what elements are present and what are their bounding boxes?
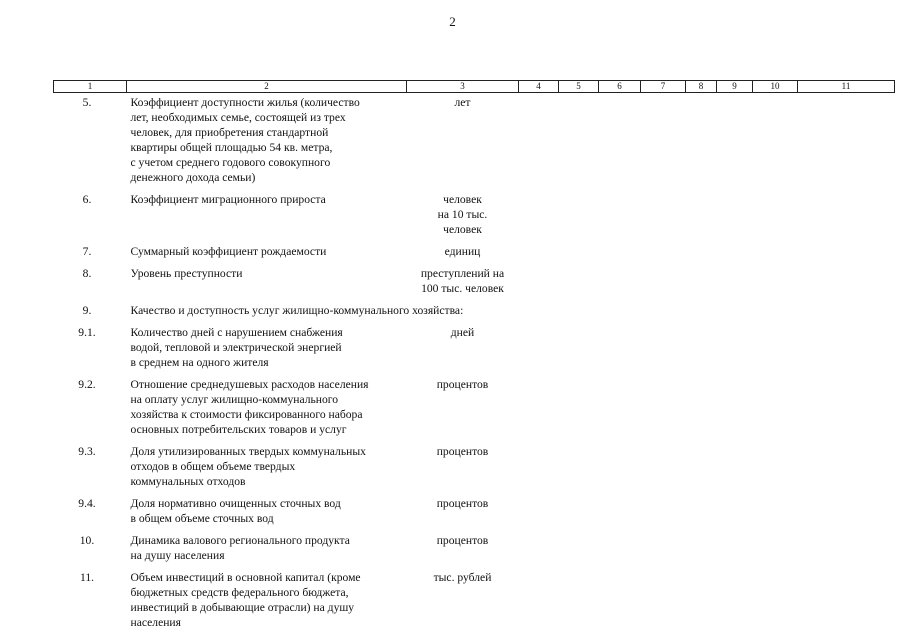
indicator-unit: процентов xyxy=(436,378,489,391)
indicator-name: Уровень преступности xyxy=(130,267,243,280)
indicator-unit: единиц xyxy=(444,245,481,258)
table-row xyxy=(54,93,895,193)
indicator-name: Отношение среднедушевых расходов населения на оплату услуг жилищно-коммунального хозяйства к стоимости фиксированного набора основных потребительских товаров и услуг xyxy=(130,378,369,436)
table-row xyxy=(54,192,895,244)
row-number: 9.2. xyxy=(78,378,96,391)
indicator-name: Объем инвестиций в основной капитал (кроме бюджетных средств федерального бюджета, инвестиций в добывающие отрасли) на душу населения xyxy=(130,571,361,629)
indicator-unit: лет xyxy=(454,96,471,109)
column-number: 5 xyxy=(559,81,599,93)
row-number: 6. xyxy=(82,193,92,206)
column-number: 1 xyxy=(54,81,127,93)
indicator-name: Коэффициент миграционного прироста xyxy=(130,193,326,206)
column-number: 3 xyxy=(407,81,519,93)
column-number: 7 xyxy=(641,81,686,93)
indicator-unit: процентов xyxy=(436,497,489,510)
column-number: 9 xyxy=(717,81,753,93)
indicator-name: Суммарный коэффициент рождаемости xyxy=(130,245,327,258)
indicator-unit: дней xyxy=(450,326,475,339)
row-number: 9. xyxy=(82,304,92,317)
row-number: 9.3. xyxy=(78,445,96,458)
section-heading: Качество и доступность услуг жилищно-коммунального хозяйства: xyxy=(130,304,464,317)
indicator-unit: преступлений на 100 тыс. человек xyxy=(420,267,505,295)
column-number: 11 xyxy=(798,81,895,93)
table-row xyxy=(54,244,895,266)
table-row xyxy=(54,496,895,533)
table-row xyxy=(54,570,895,637)
indicator-unit: человек на 10 тыс. человек xyxy=(437,193,488,236)
row-number: 9.4. xyxy=(78,497,96,510)
table-row xyxy=(54,303,895,325)
indicator-name: Доля нормативно очищенных сточных вод в общем объеме сточных вод xyxy=(130,497,341,525)
row-number: 7. xyxy=(82,245,92,258)
row-number: 8. xyxy=(82,267,92,280)
column-number: 10 xyxy=(753,81,798,93)
column-number: 6 xyxy=(599,81,641,93)
column-number: 2 xyxy=(127,81,407,93)
indicator-name: Коэффициент доступности жилья (количество лет, необходимых семье, состоящей из трех человек, для приобретения стандартной квартиры общей площадью 54 кв. метра, с учетом среднего годового совокупного денежного дохода семьи) xyxy=(130,96,360,184)
table-row xyxy=(54,325,895,377)
indicator-unit: процентов xyxy=(436,534,489,547)
row-number: 10. xyxy=(79,534,95,547)
table-row xyxy=(54,533,895,570)
row-number: 5. xyxy=(82,96,92,109)
indicator-name: Количество дней с нарушением снабжения водой, тепловой и электрической энергией в среднем на одного жителя xyxy=(130,326,343,369)
column-number: 8 xyxy=(686,81,717,93)
indicator-name: Динамика валового регионального продукта на душу населения xyxy=(130,534,350,562)
row-number: 11. xyxy=(79,571,95,584)
table-row xyxy=(54,377,895,444)
page-number: 2 xyxy=(449,14,456,29)
indicator-unit: тыс. рублей xyxy=(433,571,492,584)
table-row xyxy=(54,266,895,303)
indicators-table xyxy=(53,80,895,637)
table-row xyxy=(54,444,895,496)
column-number-row xyxy=(54,81,895,93)
indicator-name: Доля утилизированных твердых коммунальных отходов в общем объеме твердых коммунальных отходов xyxy=(130,445,366,488)
column-number: 4 xyxy=(519,81,559,93)
row-number: 9.1. xyxy=(78,326,96,339)
indicator-unit: процентов xyxy=(436,445,489,458)
